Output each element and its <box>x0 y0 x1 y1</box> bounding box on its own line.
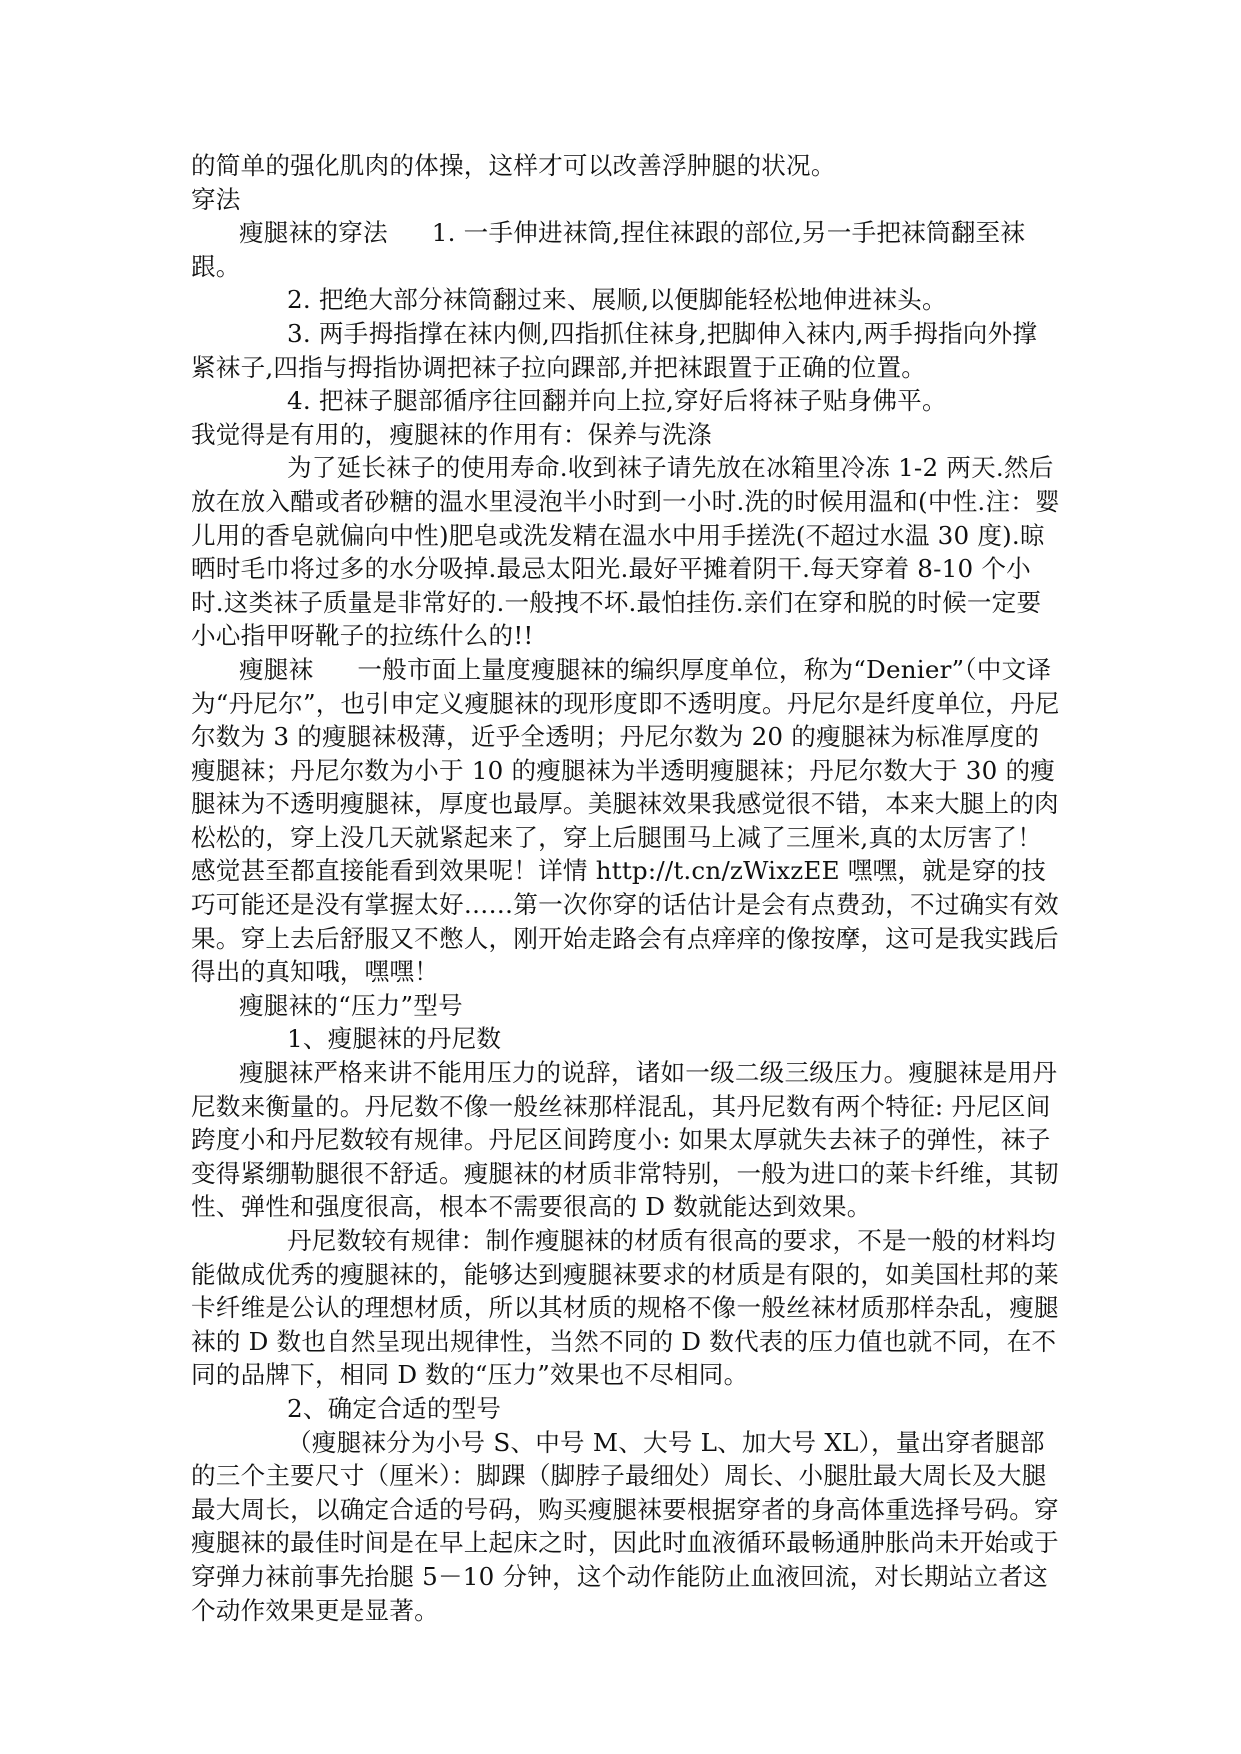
paragraph-intro-tail: 的简单的强化肌肉的体操，这样才可以改善浮肿腿的状况。 <box>191 151 836 180</box>
heading-pressure: 瘦腿袜的“压力”型号 <box>239 990 463 1020</box>
paragraph-wearing-step-2: 2. 把绝大部分袜筒翻过来、展顺,以便脚能轻松地伸进袜头。 <box>287 285 947 315</box>
denier-text: 一般市面上量度瘦腿袜的编织厚度单位，称为“Denier”（中文译为“丹尼尔”，也引申定义瘦腿袜的现形度即不透明度。丹尼尔是纤度单位，丹尼尔数为 3 的瘦腿袜极薄，近乎全透明；丹尼尔数为 20 的瘦腿袜为标准厚度的瘦腿袜；丹尼尔数为小于 10 的瘦腿袜为半透明瘦腿袜；丹尼尔数大于 30 的瘦腿袜为不透明瘦腿袜，厚度也最厚。美腿袜效果我感觉很不错，本来大腿上的肉松松的，穿上没几天就紧起来了，穿上后腿围马上减了三厘米,真的太厉害了！感觉甚至都直接能看到效果呢！详情 http://t.cn/zWixzEE 嘿嘿，就是穿的技巧可能还是没有掌握太好……第一次你穿的话估计是会有点费劲，不过确实有效果。穿上去后舒服又不憋人，刚开始走路会有点痒痒的像按摩，这可是我实践后得出的真知哦，嘿嘿！ <box>191 654 1060 987</box>
paragraph-wearing-step-1 <box>191 216 1061 283</box>
denier-label: 瘦腿袜 <box>239 654 314 684</box>
paragraph-denier-rule: 丹尼数较有规律：制作瘦腿袜的材质有很高的要求，不是一般的材料均能做成优秀的瘦腿袜的，能够达到瘦腿袜要求的材质是有限的，如美国杜邦的莱卡纤维是公认的理想材质，所以其材质的规格不像一般丝袜材质那样杂乱，瘦腿袜的 D 数也自然呈现出规律性，当然不同的 D 数代表的压力值也就不同，在不同的品牌下，相同 D 数的“压力”效果也不尽相同。 <box>191 1226 1059 1390</box>
paragraph-wearing-step-4: 4. 把袜子腿部循序往回翻并向上拉,穿好后将袜子贴身佛平。 <box>287 386 947 416</box>
heading-wearing: 穿法 <box>191 184 241 214</box>
document-body <box>191 149 1061 1627</box>
heading-size: 2、确定合适的型号 <box>287 1393 502 1423</box>
heading-denier-number: 1、瘦腿袜的丹尼数 <box>287 1024 502 1054</box>
wearing-label: 瘦腿袜的穿法 <box>239 218 388 248</box>
paragraph-care: 为了延长袜子的使用寿命.收到袜子请先放在冰箱里冷冻 1-2 两天.然后放在放入醋或者砂糖的温水里浸泡半小时到一小时.洗的时候用温和(中性.注：婴儿用的香皂就偏向中性)肥皂或洗发精在温水中用手搓洗(不超过水温 30 度).晾晒时毛巾将过多的水分吸掉.最忌太阳光.最好平摊着阴干.每天穿着 8-10 个小时.这类袜子质量是非常好的.一般拽不坏.最怕挂伤.亲们在穿和脱的时候一定要小心指甲呀靴子的拉练什么的!! <box>191 453 1060 651</box>
paragraph-wearing-step-3: 3. 两手拇指撑在袜内侧,四指抓住袜身,把脚伸入袜内,两手拇指向外撑紧袜子,四指与拇指协调把袜子拉向踝部,并把袜跟置于正确的位置。 <box>191 318 1038 382</box>
heading-care: 我觉得是有用的，瘦腿袜的作用有：保养与洗涤 <box>191 419 712 449</box>
paragraph-size: （瘦腿袜分为小号 S、中号 M、大号 L、加大号 XL），量出穿者腿部的三个主要尺寸（厘米）：脚踝（脚脖子最细处）周长、小腿肚最大周长及大腿最大周长，以确定合适的号码，购买瘦腿袜要根据穿者的身高体重选择号码。穿瘦腿袜的最佳时间是在早上起床之时，因此时血液循环最畅通肿胀尚未开始或于穿弹力袜前事先抬腿 5－10 分钟，这个动作能防止血液回流，对长期站立者这个动作效果更是显著。 <box>191 1427 1059 1625</box>
paragraph-denier-number: 瘦腿袜严格来讲不能用压力的说辞，诸如一级二级三级压力。瘦腿袜是用丹尼数来衡量的。丹尼数不像一般丝袜那样混乱，其丹尼数有两个特征: 丹尼区间跨度小和丹尼数较有规律。丹尼区间跨度小: 如果太厚就失去袜子的弹性，袜子变得紧绷勒腿很不舒适。瘦腿袜的材质非常特别，一般为进口的莱卡纤维，其韧性、弹性和强度很高，根本不需要很高的 D 数就能达到效果。 <box>191 1058 1059 1222</box>
step-1-text: 1. 一手伸进袜筒,捏住袜跟的部位,另一手把袜筒翻至袜跟。 <box>191 218 1026 281</box>
paragraph-denier <box>191 653 1061 989</box>
